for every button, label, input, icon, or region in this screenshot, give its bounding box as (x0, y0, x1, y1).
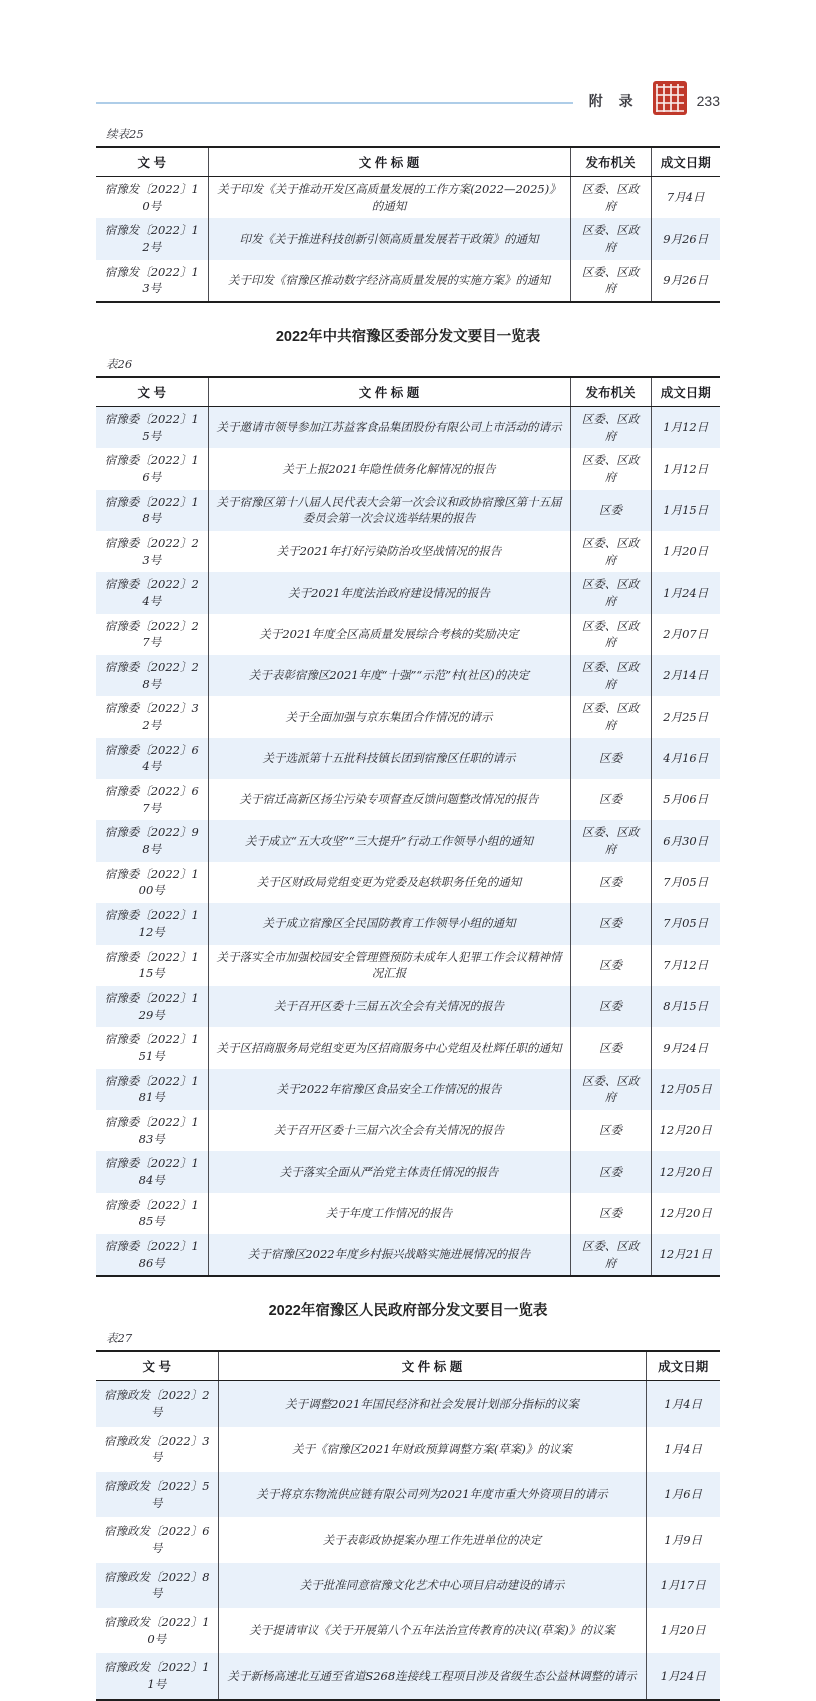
date-cell: 1月20日 (646, 1608, 720, 1653)
table-row (96, 820, 720, 861)
column-header: 发布机关 (570, 147, 651, 177)
yearbook-seal-stamp (653, 81, 687, 115)
doc-number-cell: 宿豫委〔2022〕115号 (104, 949, 199, 981)
date-cell: 1月9日 (646, 1517, 720, 1562)
doc-number-cell: 宿豫发〔2022〕12号 (96, 218, 208, 259)
doc-number-cell: 宿豫委〔2022〕64号 (96, 738, 208, 779)
column-header: 文 件 标 题 (208, 377, 570, 407)
doc-number-cell: 宿豫政发〔2022〕8号 (96, 1563, 218, 1608)
publisher-cell: 区委、区政府 (570, 572, 651, 613)
date-cell: 12月20日 (651, 1193, 720, 1234)
publisher-cell: 区委、区政府 (570, 1234, 651, 1276)
table-title: 2022年中共宿豫区委部分发文要目一览表 (275, 329, 541, 346)
documents-table-27 (96, 1350, 720, 1700)
date-cell: 1月24日 (646, 1653, 720, 1699)
doc-title-cell: 关于全面加强与京东集团合作情况的请示 (208, 696, 570, 737)
doc-title-cell: 关于落实全面从严治党主体责任情况的报告 (208, 1151, 570, 1192)
doc-title-cell: 关于召开区委十三届五次全会有关情况的报告 (208, 986, 570, 1027)
table-row (96, 655, 720, 696)
date-cell: 8月15日 (651, 986, 720, 1027)
table-row (96, 1110, 720, 1151)
doc-title-cell: 关于表彰宿豫区2021年度“十强”“示范”村(社区)的决定 (208, 655, 570, 696)
publisher-cell: 区委、区政府 (570, 448, 651, 489)
doc-number-cell: 宿豫委〔2022〕183号 (104, 1114, 199, 1146)
doc-title-cell: 关于成立“五大攻坚”“三大提升”行动工作领导小组的通知 (208, 820, 570, 861)
table-row (96, 177, 720, 219)
column-header: 成文日期 (651, 377, 720, 407)
doc-number-cell: 宿豫委〔2022〕28号 (96, 655, 208, 696)
doc-title-cell: 关于印发《关于推动开发区高质量发展的工作方案(2022—2025)》的通知 (208, 177, 570, 219)
documents-table-26 (96, 376, 720, 1277)
table-row (96, 779, 720, 820)
doc-number-cell: 宿豫委〔2022〕184号 (96, 1151, 208, 1192)
date-cell: 12月21日 (651, 1234, 720, 1276)
table-row (96, 1427, 720, 1472)
column-header: 成文日期 (646, 1351, 720, 1381)
date-cell: 7月05日 (651, 903, 720, 944)
date-cell: 2月07日 (651, 614, 720, 655)
table-row (96, 1027, 720, 1068)
publisher-cell: 区委、区政府 (570, 407, 651, 449)
table-row (96, 218, 720, 259)
doc-number-cell: 宿豫政发〔2022〕5号 (96, 1472, 218, 1517)
doc-number-cell: 宿豫委〔2022〕16号 (104, 453, 199, 485)
doc-number-cell: 宿豫委〔2022〕100号 (104, 866, 199, 898)
date-cell: 9月24日 (651, 1027, 720, 1068)
publisher-cell: 区委 (570, 1193, 651, 1234)
doc-number-cell: 宿豫委〔2022〕18号 (96, 490, 208, 531)
table-row (96, 1472, 720, 1517)
doc-title-cell: 关于将京东物流供应链有限公司列为2021年度市重大外资项目的请示 (218, 1472, 646, 1517)
date-cell: 7月05日 (651, 862, 720, 903)
date-cell: 9月26日 (651, 260, 720, 302)
table-row (96, 572, 720, 613)
table-header-row (96, 377, 720, 407)
doc-number-cell: 宿豫委〔2022〕23号 (104, 536, 199, 567)
column-header: 成文日期 (651, 147, 720, 177)
table-row (96, 1608, 720, 1653)
doc-number-cell: 宿豫政发〔2022〕3号 (103, 1433, 210, 1465)
doc-title-cell: 关于邀请市领导参加江苏益客食品集团股份有限公司上市活动的请示 (208, 407, 570, 449)
doc-number-cell: 宿豫政发〔2022〕10号 (103, 1614, 210, 1646)
table-row (96, 448, 720, 489)
publisher-cell: 区委、区政府 (570, 655, 651, 696)
date-cell: 1月4日 (646, 1427, 720, 1472)
date-cell: 1月17日 (646, 1563, 720, 1608)
table-row (96, 1381, 720, 1427)
table-row (96, 490, 720, 531)
publisher-cell: 区委 (570, 1151, 651, 1192)
date-cell: 1月24日 (651, 572, 720, 613)
publisher-cell: 区委 (570, 490, 651, 531)
date-cell: 1月12日 (651, 448, 720, 489)
doc-number-cell: 宿豫委〔2022〕98号 (96, 820, 208, 861)
doc-number-cell: 宿豫委〔2022〕67号 (104, 784, 199, 815)
date-cell: 2月14日 (651, 655, 720, 696)
publisher-cell: 区委 (570, 945, 651, 986)
doc-number-cell: 宿豫委〔2022〕181号 (96, 1069, 208, 1110)
doc-title-cell: 关于表彰政协提案办理工作先进单位的决定 (218, 1517, 646, 1562)
doc-title-cell: 关于批准同意宿豫文化艺术中心项目启动建设的请示 (218, 1563, 646, 1608)
column-header: 文 号 (96, 1351, 218, 1381)
table-label: 续表25 (106, 127, 144, 141)
table-row (96, 1193, 720, 1234)
publisher-cell: 区委 (570, 862, 651, 903)
date-cell: 1月12日 (651, 407, 720, 449)
doc-number-cell: 宿豫委〔2022〕15号 (96, 407, 208, 449)
doc-title-cell: 关于宿豫区2022年度乡村振兴战略实施进展情况的报告 (208, 1234, 570, 1276)
column-header: 文 件 标 题 (218, 1351, 646, 1381)
seal-pattern (656, 84, 684, 112)
doc-title-cell: 关于宿迁高新区扬尘污染专项督查反馈问题整改情况的报告 (208, 779, 570, 820)
publisher-cell: 区委 (570, 779, 651, 820)
doc-title-cell: 关于2021年打好污染防治攻坚战情况的报告 (208, 531, 570, 572)
doc-number-cell: 宿豫政发〔2022〕2号 (96, 1381, 218, 1427)
doc-title-cell: 关于上报2021年隐性债务化解情况的报告 (208, 448, 570, 489)
doc-number-cell: 宿豫委〔2022〕151号 (104, 1032, 199, 1063)
date-cell: 6月30日 (651, 820, 720, 861)
table-row (96, 1234, 720, 1276)
date-cell: 12月20日 (651, 1110, 720, 1151)
publisher-cell: 区委、区政府 (570, 696, 651, 737)
publisher-cell: 区委、区政府 (570, 820, 651, 861)
doc-number-cell: 宿豫委〔2022〕27号 (104, 618, 199, 650)
doc-title-cell: 关于提请审议《关于开展第八个五年法治宣传教育的决议(草案)》的议案 (218, 1608, 646, 1653)
table-title: 2022年宿豫区人民政府部分发文要目一览表 (268, 1303, 548, 1320)
doc-title-cell: 关于2022年宿豫区食品安全工作情况的报告 (208, 1069, 570, 1110)
doc-title-cell: 关于调整2021年国民经济和社会发展计划部分指标的议案 (218, 1381, 646, 1427)
publisher-cell: 区委、区政府 (570, 1069, 651, 1110)
documents-table-25 (96, 146, 720, 303)
page-number: 233 (696, 93, 720, 109)
doc-title-cell: 关于落实全市加强校园安全管理暨预防未成年人犯罪工作会议精神情况汇报 (208, 945, 570, 986)
doc-number-cell: 宿豫政发〔2022〕6号 (103, 1524, 210, 1555)
doc-number-cell: 宿豫委〔2022〕112号 (96, 903, 208, 944)
doc-title-cell: 关于《宿豫区2021年财政预算调整方案(草案)》的议案 (218, 1427, 646, 1472)
table-row (96, 1517, 720, 1562)
table-label: 表26 (106, 357, 133, 372)
date-cell: 9月26日 (651, 218, 720, 259)
doc-title-cell: 关于宿豫区第十八届人民代表大会第一次会议和政协宿豫区第十五届委员会第一次会议选举结果的报告 (208, 490, 570, 531)
table-row (96, 1653, 720, 1699)
date-cell: 7月12日 (651, 945, 720, 986)
table-row (96, 1069, 720, 1110)
date-cell: 12月20日 (651, 1151, 720, 1192)
date-cell: 1月4日 (646, 1381, 720, 1427)
table-row (96, 903, 720, 944)
publisher-cell: 区委、区政府 (570, 177, 651, 219)
doc-number-cell: 宿豫政发〔2022〕11号 (96, 1653, 218, 1699)
table-row (96, 531, 720, 572)
doc-number-cell: 宿豫委〔2022〕32号 (104, 701, 199, 733)
doc-title-cell: 关于2021年度全区高质量发展综合考核的奖励决定 (208, 614, 570, 655)
column-header: 文 件 标 题 (208, 147, 570, 177)
publisher-cell: 区委、区政府 (570, 614, 651, 655)
date-cell: 7月4日 (651, 177, 720, 219)
date-cell: 5月06日 (651, 779, 720, 820)
publisher-cell: 区委 (570, 738, 651, 779)
doc-number-cell: 宿豫委〔2022〕186号 (96, 1234, 208, 1276)
column-header: 文 号 (96, 147, 208, 177)
column-header: 文 号 (96, 377, 208, 407)
table-row (96, 1563, 720, 1608)
table-section-25 (96, 126, 720, 303)
table-row (96, 407, 720, 449)
table-row (96, 614, 720, 655)
table-row (96, 738, 720, 779)
doc-title-cell: 关于成立宿豫区全民国防教育工作领导小组的通知 (208, 903, 570, 944)
doc-title-cell: 关于区招商服务局党组变更为区招商服务中心党组及杜辉任职的通知 (208, 1027, 570, 1068)
date-cell: 1月20日 (651, 531, 720, 572)
doc-title-cell: 关于召开区委十三届六次全会有关情况的报告 (208, 1110, 570, 1151)
date-cell: 2月25日 (651, 696, 720, 737)
date-cell: 1月15日 (651, 490, 720, 531)
publisher-cell: 区委 (570, 1027, 651, 1068)
date-cell: 12月05日 (651, 1069, 720, 1110)
doc-title-cell: 关于印发《宿豫区推动数字经济高质量发展的实施方案》的通知 (208, 260, 570, 302)
table-row (96, 862, 720, 903)
table-row (96, 1151, 720, 1192)
table-row (96, 696, 720, 737)
publisher-cell: 区委、区政府 (570, 218, 651, 259)
doc-number-cell: 宿豫发〔2022〕13号 (104, 264, 199, 296)
page-header (96, 80, 720, 116)
table-section-26 (96, 325, 720, 1277)
publisher-cell: 区委、区政府 (570, 531, 651, 572)
publisher-cell: 区委 (570, 903, 651, 944)
date-cell: 4月16日 (651, 738, 720, 779)
column-header: 发布机关 (570, 377, 651, 407)
doc-title-cell: 关于区财政局党组变更为党委及赵轶职务任免的通知 (208, 862, 570, 903)
table-header-row (96, 147, 720, 177)
header-rule (96, 102, 573, 104)
section-label: 附 录 (588, 93, 639, 109)
doc-title-cell: 关于年度工作情况的报告 (208, 1193, 570, 1234)
table-row (96, 986, 720, 1027)
table-section-27 (96, 1299, 720, 1700)
table-header-row (96, 1351, 720, 1381)
publisher-cell: 区委 (570, 986, 651, 1027)
doc-title-cell: 关于2021年度法治政府建设情况的报告 (208, 572, 570, 613)
doc-title-cell: 关于选派第十五批科技镇长团到宿豫区任职的请示 (208, 738, 570, 779)
date-cell: 1月6日 (646, 1472, 720, 1517)
doc-number-cell: 宿豫发〔2022〕10号 (104, 182, 199, 213)
table-row (96, 260, 720, 302)
doc-title-cell: 印发《关于推进科技创新引领高质量发展若干政策》的通知 (208, 218, 570, 259)
table-row (96, 945, 720, 986)
publisher-cell: 区委、区政府 (570, 260, 651, 302)
doc-number-cell: 宿豫委〔2022〕24号 (96, 572, 208, 613)
publisher-cell: 区委 (570, 1110, 651, 1151)
table-label: 表27 (106, 1331, 133, 1346)
doc-title-cell: 关于新杨高速北互通至省道S268连接线工程项目涉及省级生态公益林调整的请示 (218, 1653, 646, 1699)
doc-number-cell: 宿豫委〔2022〕185号 (104, 1197, 199, 1229)
doc-number-cell: 宿豫委〔2022〕129号 (96, 986, 208, 1027)
page-content (96, 126, 720, 1701)
